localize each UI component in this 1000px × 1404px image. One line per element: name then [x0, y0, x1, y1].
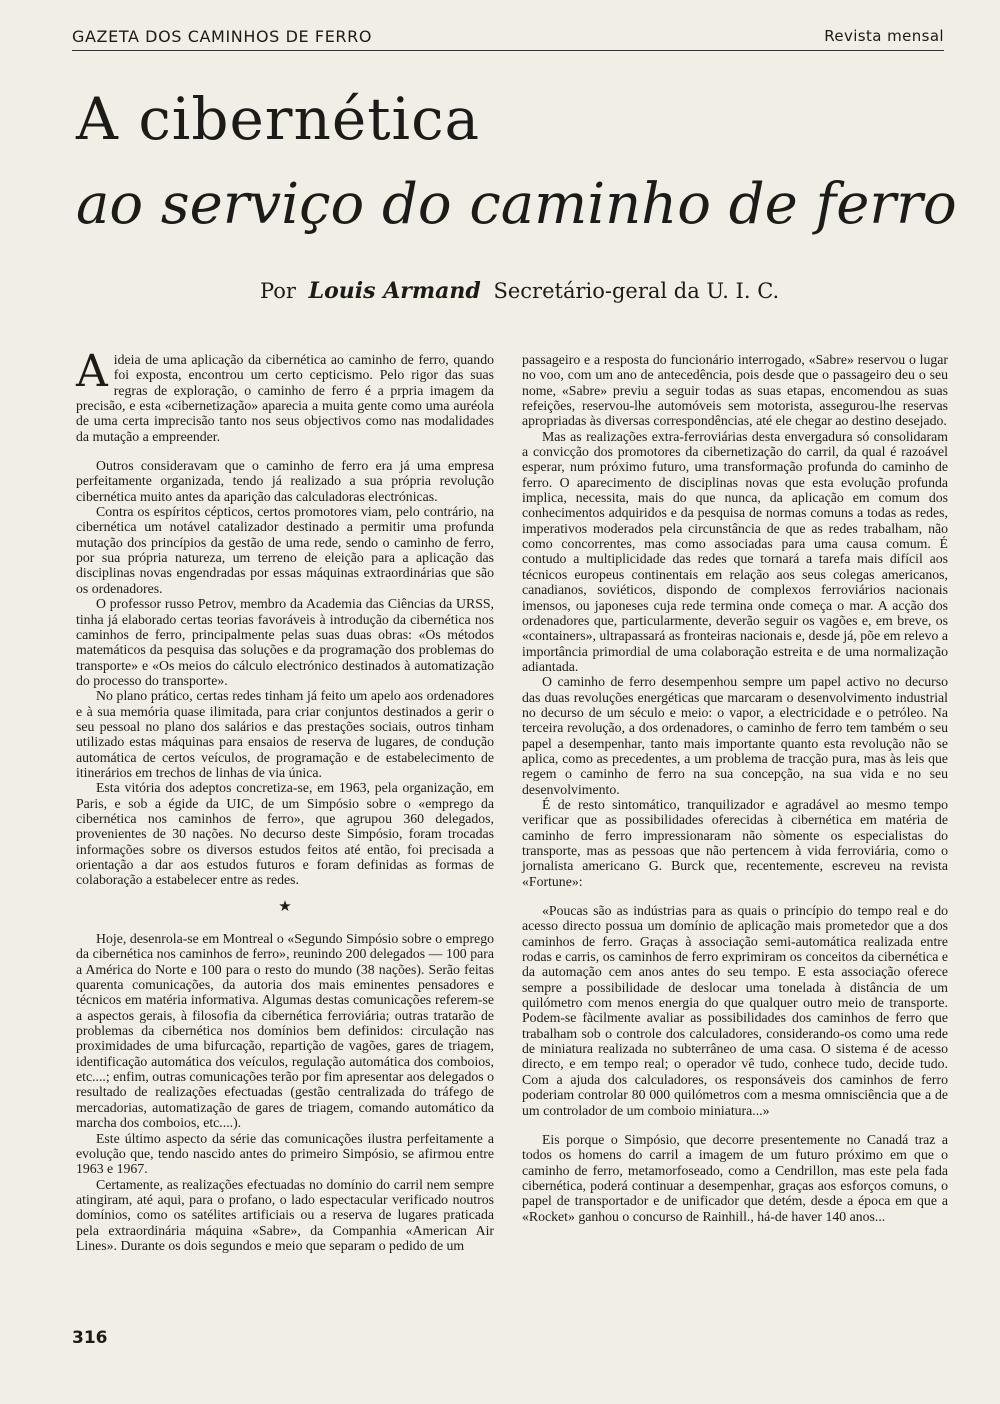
- paragraph: [76, 346, 494, 444]
- article-title-line-1: A cibernética: [76, 85, 481, 153]
- paragraph-text: ideia de uma aplicação da cibernética ao caminho de ferro, quando foi exposta, encontrou um certo cepticismo. Pelo rigor das suas regras de exploração, o caminho de ferro é a prpria imagem da precisão, e esta «cibernetização» aparecia a muita gente como uma auréola de uma certa imprecisão tanto nos seus objectivos como nas modalidades da mutação a empreender.: [76, 352, 494, 444]
- author-role: Secretário-geral da U. I. C.: [493, 279, 780, 303]
- paragraph: Contra os espíritos cépticos, certos promotores viam, pelo contrário, na cibernética um notável catalizador destinado a permitir uma profunda mutação dos princípios da gestão de uma rede, sendo o caminho de ferro, por sua própria natureza, um terreno de eleição para a aplicação das disciplinas novas engendradas por essas máquinas extraordinárias que são os ordenadores.: [76, 504, 494, 596]
- paragraph: O caminho de ferro desempenhou sempre um papel activo no decurso das duas revoluções energéticas que marcaram o desenvolvimento industrial no decurso de um século e meio: o vapor, a electricidade e o petróleo. Na terceira revolução, a dos ordenadores, o caminho de ferro tem também o seu papel a desempenhar, tanto mais importante quanto esta revolução não se aplica, como as precedentes, a um problema de tracção pura, mas às leis que regem o caminho de ferro na sua concepção, na sua vida e no seu desenvolvimento.: [522, 674, 948, 797]
- article-title-line-2: ao serviço do caminho de ferro: [76, 172, 957, 237]
- page-number: 316: [72, 1328, 108, 1348]
- publication-name: GAZETA DOS CAMINHOS DE FERRO: [72, 27, 373, 46]
- paragraph: Hoje, desenrola-se em Montreal o «Segundo Simpósio sobre o emprego da cibernética nos caminhos de ferro», reunindo 200 delegados — 100 para a América do Norte e 100 para o resto do mundo (38 nações). Serão feitas quarenta comunicações, da autoria dos mais eminentes pensadores e técnicos em matéria informativa. Algumas destas comunicações referem-se a aspectos gerais, à filosofia da cibernética ferroviária; outras tratarão de problemas da cibernética nos domínios bem definidos: circulação nas proximidades de uma bifurcação, repartição de vagões, gares de triagem, identificação automática dos veículos, regulação automática dos comboios, etc....; enfim, outras comunicações terão por fim apresentar aos delegados o resultado de realizações efectuadas (gestão centralizada do tráfego de mercadorias, automatização de gares de triagem, comando automático da marcha dos comboios, etc....).: [76, 931, 494, 1131]
- byline-prefix: Por: [260, 279, 296, 303]
- right-column: [522, 352, 948, 1224]
- left-column: [76, 346, 494, 1253]
- paragraph: No plano prático, certas redes tinham já feito um apelo aos ordenadores e à sua memória quase ilimitada, para criar conjuntos destinados a gerir o seu pessoal no plano dos salários e das prestações sociais, outros tinham utilizado estas máquinas para ensaios de reserva de lugares, de condução automática de certos veículos, de programação e de estabelecimento de itinerários em trechos de linhas de via única.: [76, 688, 494, 780]
- paragraph: Certamente, as realizações efectuadas no domínio do carril nem sempre atingiram, até aqui, para o profano, o lado espectacular verificado noutros domínios, como os satélites artificiais ou a reserva de lugares praticada pela extraordinária máquina «Sabre», da Companhia «American Air Lines». Durante os dois segundos e meio que separam o pedido de um: [76, 1176, 494, 1253]
- paragraph: passageiro e a resposta do funcionário interrogado, «Sabre» reservou o lugar no voo, com um ano de antecedência, pois desde que o passageiro deu o seu nome, «Sabre» previu a seguir todas as suas etapas, encomendou as suas refeições, reservou-lhe automóveis sem motorista, assegurou-lhe reservas apropriadas às diversas correspondências, até ele chegar ao destino desejado.: [522, 352, 948, 429]
- paragraph: Eis porque o Simpósio, que decorre presentemente no Canadá traz a todos os homens do carril a imagem de um futuro próximo em que o caminho de ferro, metamorfoseado, como a Cendrillon, mas este pela fada cibernética, poderá continuar a desempenhar, graças aos esforços comuns, o papel de transportador e de unificador que detém, desde a época em que a «Rocket» ganhou o concurso de Rainhill., há-de haver 140 anos...: [522, 1131, 948, 1224]
- section-label: Revista mensal: [824, 27, 944, 45]
- section-separator-star: ★: [278, 898, 292, 915]
- quote-paragraph: «Poucas são as indústrias para as quais o princípio do tempo real e do acesso directo possua um domínio de aplicação mais prometedor que a dos caminhos de ferro. Graças à associação semi-automática realizada entre rodas e carris, os caminhos de ferro exprimiram os conceitos da cibernética e da automação cem anos antes do seu tempo. E esta associação oferece sempre a possibilidade de deslocar uma tonelada à distância de um quilómetro com menos energia do que qualquer outro meio de transporte. Podem-se fàcilmente avaliar as possibilidades dos caminhos de ferro que trabalham sob o controle dos calculadores, considerando-os como uma rede de miniatura realizada no subterrâneo de uma casa. O sistema é de acesso directo, e em tempo real; o operador vê tudo, conhece tudo, decide tudo. Com a ajuda dos calculadores, os responsáveis dos caminhos de ferro poderiam controlar 80 000 quilómetros com a mesma omnisciência que a de um controlador de um comboio miniatura...»: [522, 903, 948, 1118]
- running-header: [72, 26, 944, 51]
- paragraph: Este último aspecto da série das comunicações ilustra perfeitamente a evolução que, tendo nascido antes do primeiro Simpósio, se afirmou entre 1963 e 1967.: [76, 1130, 494, 1177]
- paragraph: Outros consideravam que o caminho de ferro era já uma empresa perfeitamente organizada, tendo já realizado a sua própria revolução cibernética muito antes da aparição das calculadoras electrónicas.: [76, 458, 494, 504]
- author-name: Louis Armand: [308, 278, 481, 304]
- paragraph: Esta vitória dos adeptos concretiza-se, em 1963, pela organização, em Paris, e sob a égide da UIC, de um Simpósio sobre o «emprego da cibernética nos caminhos de ferro», que agrupou 360 delegados, provenientes de 30 nações. No decurso deste Simpósio, foram trocadas informações sobre os diversos estudos feitos até então, foi precisada a orientação a dar aos estudos futuros e foram definidas as formas de colaboração a estabelecer entre as redes.: [76, 780, 494, 888]
- paragraph: Mas as realizações extra-ferroviárias desta envergadura só consolidaram a convicção dos promotores da cibernetização do carril, da qual é razoável esperar, num próximo futuro, uma transformação profunda do caminho de ferro. O aparecimento de disciplinas novas que esta evolução profunda implica, necessita, mais do que nunca, da aplicação em comum dos conhecimentos adquiridos e da pesquisa de normas comuns a todas as redes, imperativos moderados pela circunstância de que as redes trabalham, não como concorrentes, mas como associadas para uma causa comum. É contudo a multiplicidade das redes que tornará a tarefa mais difícil aos técnicos europeus continentais em relação aos seus colegas americanos, canadianos, soviéticos, dispondo de complexos ferroviários nacionais imensos, ou japoneses cuja rede termina onde começa o mar. A acção dos ordenadores que, particularmente, deverão seguir os vagões e, em breve, os «containers», ultrapassará as fronteiras nacionais e, desde já, põe em relevo a importância primordial de uma colaboração estreita e de uma normalização adiantada.: [522, 428, 948, 674]
- byline: [260, 276, 780, 306]
- paragraph: É de resto sintomático, tranquilizador e agradável ao mesmo tempo verificar que as possibilidades oferecidas à cibernética em matéria de caminho de ferro impressionaram não sòmente os especialistas do transporte, mas as pessoas que não pertencem à vida ferroviária, como o jornalista americano G. Burck que, recentemente, escreveu na revista «Fortune»:: [522, 796, 948, 889]
- paragraph: O professor russo Petrov, membro da Academia das Ciências da URSS, tinha já elaborado certas teorias favoráveis à introdução da cibernética nos caminhos de ferro, principalmente pelas suas duas obras: «Os métodos matemáticos da pesquisa das soluções e da programação dos problemas do transporte» e «Os meios do cálculo electrónico destinados à automatização do processo do transporte».: [76, 596, 494, 688]
- drop-cap: A: [76, 346, 108, 397]
